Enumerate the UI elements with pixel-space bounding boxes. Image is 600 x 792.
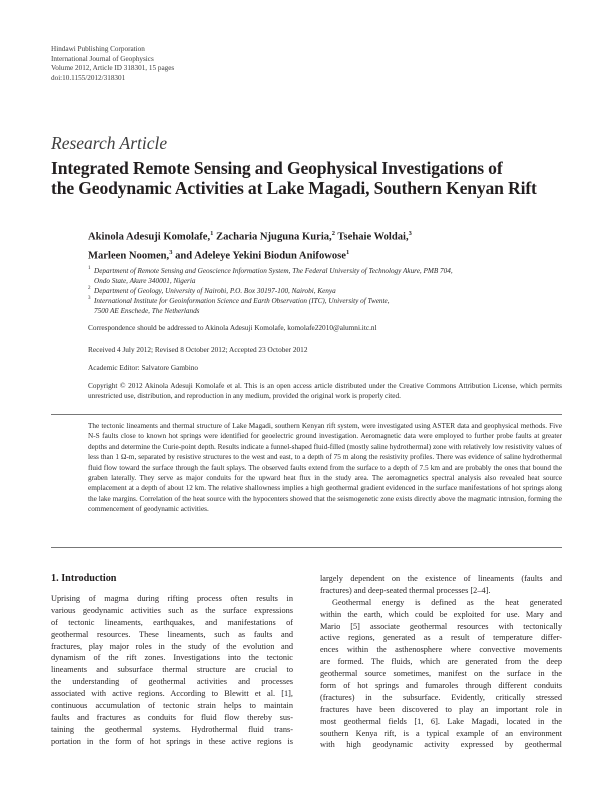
body-line: most geothermal fields [1, 6]. Lake Magadi, located in the [320,716,562,726]
author-name: Akinola Adesuji Komolafe, [88,231,211,243]
divider [51,414,562,415]
affiliation [88,296,562,316]
body-line: of tectonic lineaments, earthquakes, and manifestations of [51,617,293,627]
author-name: and Adeleye Yekini Biodun Anifowose [172,250,347,262]
body-line: Geothermal energy is defined as the heat generated [332,597,562,607]
body-line: ences within the asthenosphere where convective movements [320,645,562,655]
body-line: the understanding of geothermal activities and processes [51,677,293,687]
affiliation-line: Department of Remote Sensing and Geoscience Information System, The Federal University of Technology Akure, PMB 704, [94,267,453,275]
affiliation-line: 7500 AE Enschede, The Netherlands [94,307,200,315]
author-affil-ref: 3 [169,248,173,256]
publisher-name: Hindawi Publishing Corporation [51,45,145,53]
author-affil-ref: 3 [408,230,412,237]
body-line: largely dependent on the existence of lineaments (faults and [320,574,562,583]
author-affil-ref: 1 [346,248,350,256]
body-line: taining the geothermal systems. Hydrothermal fluid trans- [51,724,293,734]
body-line: active regions, generated as a result of temperature differ- [320,633,562,643]
journal-header [51,45,174,83]
body-line: various geodynamic activities such as the surface expressions [51,605,293,615]
affiliation-number: 1 [88,266,91,271]
body-line: dynamism of the rift zones. Investigations into the tectonic [51,653,293,663]
body-line: Uprising of magma during rifting process often results in [51,594,293,603]
body-line: with high geodynamic activity expressed by geothermal [320,740,562,750]
affiliation-line: International Institute for Geoinformation Science and Earth Observation (ITC), University of Twente, [94,297,390,305]
body-line: Mario [5] associate geothermal resources with tectonically [320,621,562,631]
author-affil-ref: 2 [331,230,335,237]
doi-link[interactable]: doi:10.1155/2012/318301 [51,73,126,82]
body-line: southern Kenya rift, is a typical example of an environment [320,728,562,738]
body-column-left [51,593,293,748]
body-line: fractures) and deep-seated thermal processes [2–4]. [320,585,491,595]
body-line: geothermal source sometimes, manifest on the surface in the [320,669,562,679]
correspondence-note: Correspondence should be addressed to Akinola Adesuji Komolafe, komolafe22010@alumni.itc.nl [88,323,377,332]
academic-editor: Academic Editor: Salvatore Gambino [88,363,199,372]
affiliation-line: Department of Geology, University of Nairobi, P.O. Box 30197-100, Nairobi, Kenya [94,287,336,295]
copyright-notice: Copyright © 2012 Akinola Adesuji Komolafe et al. This is an open access article distributed under the Creative Commons Attribution License, which permits unrestricted use, distribution, and reproduction in any medium, provided the original work is properly cited. [88,382,562,401]
section-heading: 1. Introduction [51,573,117,584]
received-dates: Received 4 July 2012; Revised 8 October 2012; Accepted 23 October 2012 [88,345,308,354]
affiliation [88,266,562,286]
author-name: Marleen Noomen, [88,250,170,262]
volume-info: Volume 2012, Article ID 318301, 15 pages [51,64,175,73]
affiliation [88,286,562,296]
body-line: continuous accumulation of tectonic strain helps to maintain [51,701,293,711]
body-line: fractures have been discovered to play an important role in [320,704,562,714]
affiliation-line: Ondo State, Akure 340001, Nigeria [94,277,196,285]
body-line: lineaments and subsurface thermal structure are crucial to [51,665,293,675]
author-name: Tsehaie Woldai, [334,231,409,243]
affiliation-number: 3 [88,296,91,301]
body-line: fractures, play major roles in the study of the evolution and [51,641,293,651]
body-line: within the earth, which could be exploited for use. Mary and [320,609,562,619]
body-line: (fractures) in the subsurface. Evidently, critically stressed [320,692,562,702]
journal-name: International Journal of Geophysics [51,54,154,63]
body-line: faults and fractures as conduits for fluid flow thereby sus- [51,712,293,722]
author-affil-ref: 1 [210,230,214,237]
article-type: Research Article [51,133,168,153]
title-line: Integrated Remote Sensing and Geophysical Investigations of [51,158,503,178]
body-column-right [320,573,562,751]
paper-title [51,158,571,198]
affiliations [88,266,562,316]
body-line: portation in the form of hot springs in these active regions is [51,736,293,746]
body-line: associated with active regions. According to Blewitt et al. [1], [51,689,293,699]
body-line: geothermal resources. These lineaments, such as faults and [51,629,293,639]
affiliation-number: 2 [88,286,91,291]
author-list [88,226,412,263]
author-name: Zacharia Njuguna Kuria, [213,231,332,243]
title-line: the Geodynamic Activities at Lake Magadi, Southern Kenyan Rift [51,178,537,198]
abstract: The tectonic lineaments and thermal structure of Lake Magadi, southern Kenyan rift system, were investigated using ASTER data and geophysical methods. Five N-S faults close to known hot springs were identified for geoelectric ground investigation. Aeromagnetic data were employed to further probe faults at greater depths and determine the Curie-point depth. Results indicate a funnel-shaped fluid-filled (mostly saline hydrothermal) zone with relatively low resistivity values of less than 1 Ω-m, separated by resistive structures to the west and east, to a depth of 75 m along the resistivity profiles. There was evidence of saline hydrothermal fluid flow toward the surface through the fault splays. The observed faults extend from the surface to a depth of 7.5 km and are probably the ones that bound the graben laterally. They serve as major conduits for the upward heat flux in the study area. The aeromagnetics spectral analysis also revealed heat source emplacement at a depth of about 12 km. The relative shallowness implies a high geothermal gradient evidenced in the surface manifestations of hot springs along the lake margins. Correlation of the heat source with the hypocenters showed that the seismogenetic zone exists directly above the magmatic intrusion, forming the commencement of geodynamic activities. [88,422,562,514]
body-line: are formed. The fluids, which are generated from the deep [320,657,562,667]
divider [51,547,562,548]
body-line: form of hot springs and fumaroles through different conduits [320,681,562,691]
